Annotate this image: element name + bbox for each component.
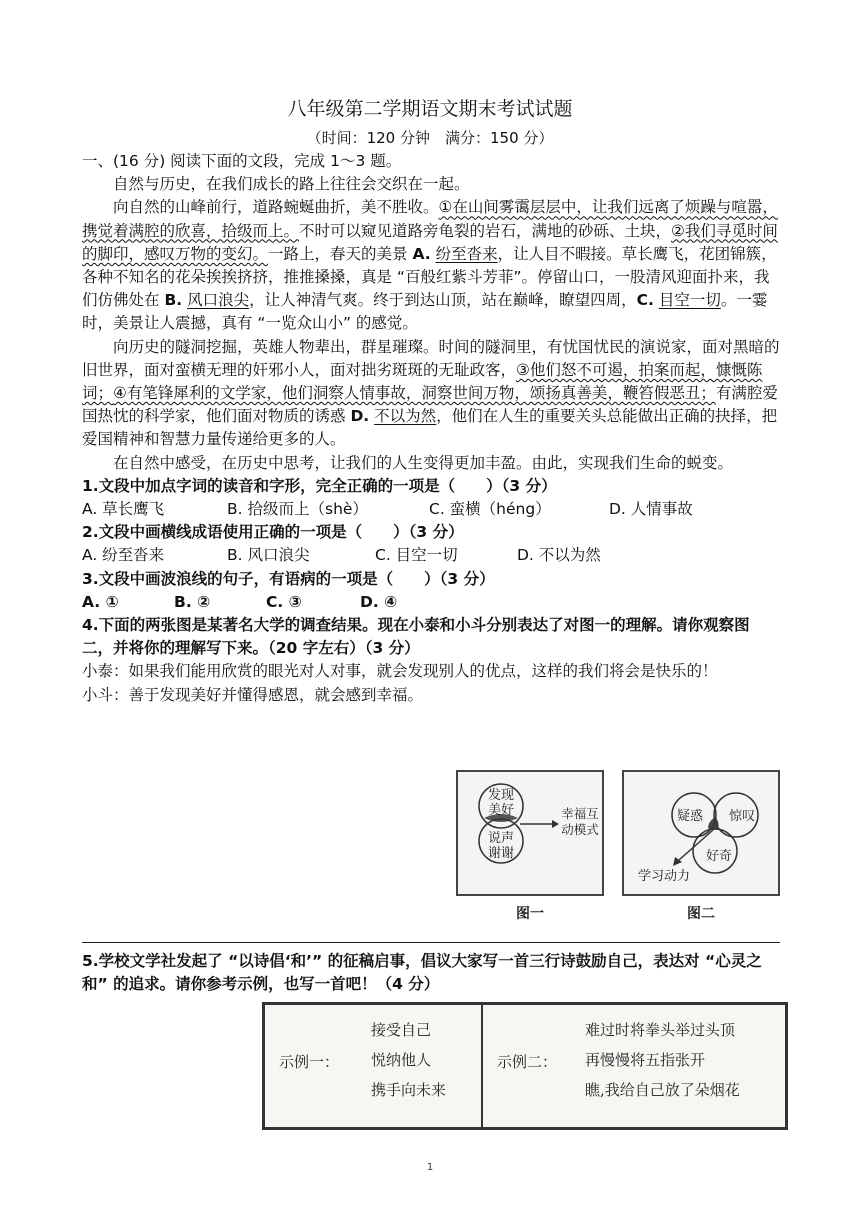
example-2-label: 示例二： [497, 1053, 558, 1071]
circle-left-label: 疑惑 [676, 809, 704, 824]
idiom-b-label: B. [164, 291, 183, 310]
figure-1-caption: 图一 [516, 906, 544, 922]
idiom-a: 纷至沓来 [435, 244, 498, 263]
idiom-c: 目空一切 [658, 291, 721, 310]
text-run: 有满腔爱国热忱的科学家，他们面对物质的诱惑 [82, 384, 778, 426]
idiom-c-label: C. [636, 291, 654, 310]
result-line2: 动模式 [561, 822, 599, 837]
examples-box [262, 1002, 788, 1130]
q1-option-d: D. 人情事故 [609, 500, 693, 519]
q2-option-d: D. 不以为然 [517, 546, 601, 565]
circle-bottom-line1: 说声 [487, 831, 515, 846]
q2-option-a: A. 纷至沓来 [82, 546, 165, 565]
text-run: 不时可以窥见道路旁龟裂的岩石，满地的砂砾、土块， [299, 221, 672, 240]
section-divider [82, 942, 780, 943]
example-1-poem [371, 1015, 446, 1105]
page-number: 1 [426, 1162, 434, 1173]
circle-bottom-line2: 谢谢 [487, 846, 515, 861]
wavy-sentence-4: ④有笔锋犀利的文学家，他们洞察人情事故，洞察世间万物，颂扬真善美，鞭笞假恶丑； [113, 384, 716, 403]
examples-divider [481, 1005, 483, 1127]
passage-paragraph-1: 自然与历史，在我们成长的路上往往会交织在一起。 [113, 175, 470, 194]
example-1-line: 携手向未来 [371, 1081, 447, 1099]
text-run: 向自然的山峰前行，道路蜿蜒曲折，美不胜收。 [113, 198, 439, 217]
example-1-label: 示例一： [279, 1053, 340, 1071]
q1-option-b: B. 拾级而上（shè） [227, 500, 368, 519]
circle-top-line2: 美好 [487, 803, 515, 818]
q3-option-c: C. ③ [266, 592, 302, 611]
circle-right-label: 惊叹 [728, 809, 756, 824]
wavy-sentence-3: ③他们怒不可遏，拍案而起，慷慨陈词； [82, 360, 763, 403]
question-2-stem: 2.文段中画横线成语使用正确的一项是（ ）（3 分） [82, 523, 464, 542]
idiom-d: 不以为然 [374, 407, 437, 426]
example-2-poem [585, 1015, 740, 1105]
q1-option-c: C. 蛮横（héng） [429, 500, 551, 519]
exam-title: 八年级第二学期语文期末考试试题 [287, 98, 573, 120]
question-1-options [82, 498, 780, 521]
passage-paragraph-4: 在自然中感受，在历史中思考，让我们的人生变得更加丰盈。由此，实现我们生命的蜕变。 [113, 453, 734, 472]
example-2-line: 瞧,我给自己放了朵烟花 [585, 1081, 740, 1099]
exam-subtitle: （时间：120 分钟 满分：150 分） [306, 129, 554, 147]
text-run: 向历史的隧洞挖掘，英雄人物辈出，群星璀璨。时间的隧洞里，有忧国忧民的演说家，面对黑暗的旧世界，面对蛮横无理的奸邪小人，面对拙劣斑斑的无耻政客， [82, 337, 780, 379]
idiom-a-label: A. [412, 244, 431, 263]
example-1-line: 悦纳他人 [371, 1051, 432, 1069]
idiom-d-label: D. [350, 407, 370, 426]
result-label: 学习动力 [637, 869, 691, 884]
exam-body [82, 150, 780, 707]
text-run: ，他们在人生的重要关头总能做出正确的抉择，把爱国精神和智慧力量传递给更多的人。 [82, 407, 778, 449]
idiom-b: 风口浪尖 [187, 291, 250, 310]
wavy-sentence-1: ①在山间雾霭层层中，让我们远离了烦躁与喧嚣，携觉着满腔的欣喜，拾级而上。 [82, 198, 778, 240]
example-1-line: 接受自己 [371, 1021, 432, 1039]
q2-option-c: C. 目空一切 [375, 546, 458, 565]
text-run: 一路上，春天的美景 [268, 244, 413, 263]
text-run: 。一霎时，美景让人震撼，真有 “一览众山小” 的感觉。 [82, 291, 768, 333]
question-5 [82, 950, 780, 996]
figure-1 [456, 770, 604, 926]
question-4-xiaodou: 小斗：善于发现美好并懂得感恩，就会感到幸福。 [82, 685, 424, 704]
wavy-sentence-2: ②我们寻觅时间的脚印，感叹万物的变幻。 [82, 221, 778, 263]
q3-option-a: A. ① [82, 592, 119, 611]
question-4-stem: 4.下面的两张图是某著名大学的调查结果。现在小泰和小斗分别表达了对图一的理解。请你观察图二，并将你的理解写下来。（20 字左右）（3 分） [82, 616, 750, 658]
passage-paragraph-2 [82, 196, 780, 335]
result-line1: 幸福互 [561, 806, 599, 821]
q2-option-b: B. 风口浪尖 [227, 546, 310, 565]
example-2-line: 再慢慢将五指张开 [585, 1051, 706, 1069]
passage-paragraph-3 [82, 336, 780, 452]
q3-option-d: D. ④ [360, 592, 398, 611]
circle-top-line1: 发现 [487, 788, 515, 803]
q3-option-b: B. ② [174, 592, 211, 611]
section1-heading: 一、(16 分) 阅读下面的文段，完成 1～3 题。 [82, 152, 402, 170]
circle-bottom-label: 好奇 [705, 849, 733, 864]
question-1-stem: 1.文段中加点字词的读音和字形，完全正确的一项是（ ）（3 分） [82, 476, 557, 495]
question-2-options [82, 544, 780, 567]
text-run: ，让人目不暇接。草长鹰飞，花团锦簇，各种不知名的花朵挨挨挤挤，推推搡搡，真是 “百般红紫斗芳菲”。停留山口，一股清风迎面扑来，我们仿佛处在 [82, 244, 777, 310]
question-3-stem: 3.文段中画波浪线的句子，有语病的一项是（ ）（3 分） [82, 569, 495, 588]
figure-2 [622, 770, 780, 926]
figure-2-caption: 图二 [687, 906, 715, 922]
q1-option-a: A. 草长鹰飞 [82, 500, 165, 519]
example-2-line: 难过时将拳头举过头顶 [585, 1021, 736, 1039]
question-4-xiaotai: 小泰：如果我们能用欣赏的眼光对人对事，就会发现别人的优点，这样的我们将会是快乐的！ [82, 662, 718, 681]
question-3-options [82, 591, 780, 614]
text-run: ，让人神清气爽。终于到达山顶，站在巅峰，瞭望四周， [249, 291, 637, 310]
question-5-stem: 5.学校文学社发起了 “以诗倡‘和’” 的征稿启事，倡议大家写一首三行诗鼓励自己，表达对 “心灵之和” 的追求。请你参考示例，也写一首吧！（4 分） [82, 952, 762, 994]
